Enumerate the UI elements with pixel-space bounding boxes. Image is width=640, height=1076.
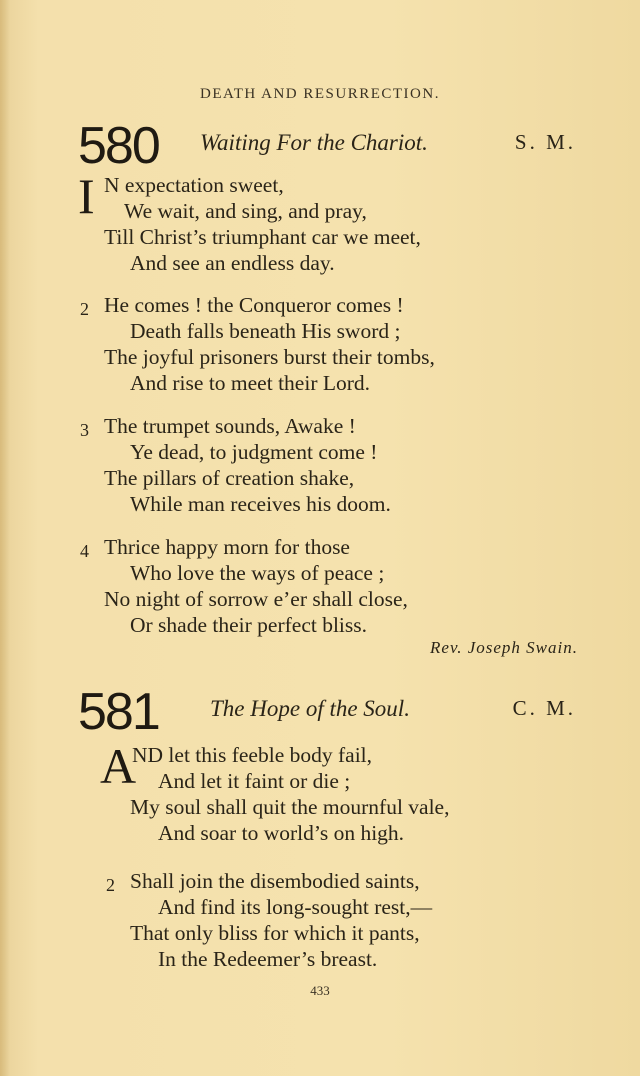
verse-line: Or shade their perfect bliss. [130,613,368,637]
hymn-number: 581 [78,683,159,741]
verse-line: The pillars of creation shake, [104,466,355,490]
verse-number: 2 [80,299,89,319]
hymn-meter: C. M. [512,696,576,720]
verse-line: Till Christ’s triumphant car we meet, [104,225,421,249]
verse-line: We wait, and sing, and pray, [124,199,367,223]
hymn-meter: S. M. [514,130,576,154]
verse-line: ND let this feeble body fail, [132,743,373,767]
verse-line: And find its long-sought rest,— [158,895,433,919]
verse-line: Shall join the disembodied saints, [130,869,420,893]
drop-cap: I [78,168,95,224]
hymn-581-header [78,682,578,742]
hymn-title: The Hope of the Soul. [210,696,410,721]
verse-line: Who love the ways of peace ; [130,561,385,585]
page-edge-shadow [0,0,10,1076]
drop-cap: A [100,738,137,794]
verse-line: Ye dead, to judgment come ! [130,440,378,464]
running-head: DEATH AND RESURRECTION. [200,86,440,102]
verse-number: 4 [80,541,89,561]
verse-line: While man receives his doom. [130,492,391,516]
verse-number: 2 [106,875,115,895]
verse-line: Death falls beneath His sword ; [130,319,401,343]
hymn-580-header [78,116,578,176]
hymn-author: Rev. Joseph Swain. [430,638,578,657]
verse-line: My soul shall quit the mournful vale, [130,795,450,819]
verse-line: And let it faint or die ; [158,769,351,793]
hymn-number: 580 [78,117,159,175]
verse-line: He comes ! the Conqueror comes ! [104,293,404,317]
verse-line: And rise to meet their Lord. [130,371,371,395]
verse-number: 3 [80,420,89,440]
hymn-title: Waiting For the Chariot. [200,130,428,155]
verse-line: And soar to world’s on high. [158,821,405,845]
verse-line: The trumpet sounds, Awake ! [104,414,356,438]
verse-line: Thrice happy morn for those [104,535,350,559]
page-number: 433 [310,983,330,998]
verse-line: N expectation sweet, [104,173,284,197]
verse-line: The joyful prisoners burst their tombs, [104,345,435,369]
verse-line: No night of sorrow e’er shall close, [104,587,408,611]
verse-line: That only bliss for which it pants, [130,921,420,945]
verse-line: And see an endless day. [130,251,335,275]
verse-line: In the Redeemer’s breast. [158,947,378,971]
